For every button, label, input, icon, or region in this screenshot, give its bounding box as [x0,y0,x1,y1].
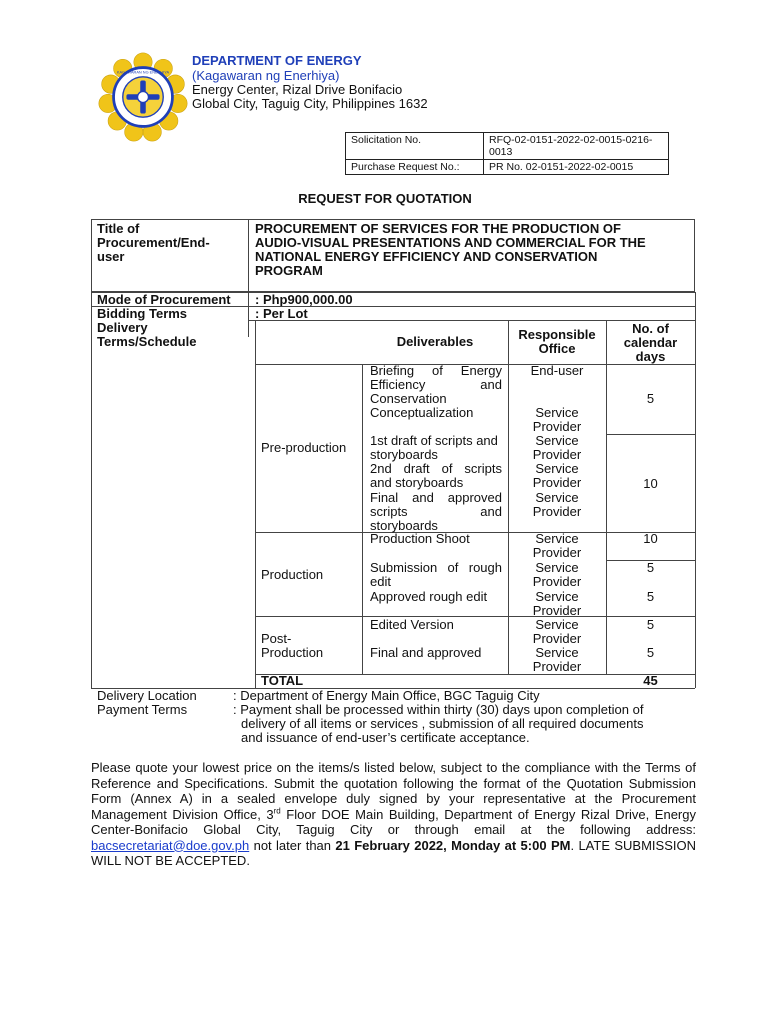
solicitation-table [345,132,669,175]
col-days-1: No. of [632,321,669,336]
purchase-request-label: Purchase Request No.: [346,160,484,175]
document-title: REQUEST FOR QUOTATION [298,191,472,206]
title-label-3: user [97,249,125,264]
deliverable-second-draft: 2nd draft of scripts and storyboards [370,461,502,490]
delivery-location-label: Delivery Location [97,688,197,703]
total-label: TOTAL [261,673,304,688]
delivery-location-value: : Department of Energy Main Office, BGC Taguig City [233,688,540,703]
deliverable-production-shoot: Production Shoot [370,531,470,546]
bidding-label: Bidding Terms [97,306,188,321]
col-deliverables: Deliverables [396,334,474,349]
payment-terms-line-1: : Payment shall be processed within thirty (30) days upon completion of [233,702,644,717]
days-value: 5 [646,589,655,604]
phase-pre-production: Pre-production [261,440,347,455]
procurement-title-4: PROGRAM [255,263,323,278]
mode-value: : Php900,000.00 [255,292,353,307]
phase-post-2: Production [261,645,324,660]
bidding-value: : Per Lot [255,306,308,321]
solicitation-value-1: RFQ-02-0151-2022-02-0015-0216- [489,134,653,146]
payment-terms-line-3: and issuance of end-user’s certificate acceptance. [241,730,530,745]
delivery-label-2: Terms/Schedule [97,334,197,349]
days-value: 5 [646,391,655,406]
col-office-2: Office [538,341,576,356]
title-label-1: Title of [97,221,140,236]
title-label-2: Procurement/End- [97,235,210,250]
office-service-provider: Service Provider [532,617,582,646]
office-service-provider: Service Provider [532,461,582,490]
days-value: 5 [646,645,655,660]
office-service-provider: Service Provider [532,560,582,589]
deliverable-first-draft: 1st draft of scripts and storyboards [370,433,498,462]
col-office-1: Responsible [518,327,596,342]
payment-terms-label: Payment Terms [97,702,188,717]
deliverable-final-approved: Final and approved [370,645,482,660]
doe-logo [97,51,189,143]
days-value: 5 [646,617,655,632]
deliverable-conceptualization: Conceptualization [370,405,474,420]
procurement-title-1: PROCUREMENT OF SERVICES FOR THE PRODUCTION OF [255,221,621,236]
deliverable-briefing: Briefing of Energy Efficiency and Conservation [370,363,502,406]
deliverable-final-scripts: Final and approved scripts and storyboards [370,490,502,533]
days-value: 5 [646,560,655,575]
office-service-provider: Service Provider [532,490,582,519]
phase-production: Production [261,567,324,582]
phase-post-1: Post- [261,631,292,646]
days-value: 10 [643,531,658,546]
email-link[interactable]: bacsecretariat@doe.gov.ph [91,837,250,853]
address-line-2: Global City, Taguig City, Philippines 1632 [192,96,428,111]
procurement-title-3: NATIONAL ENERGY EFFICIENCY AND CONSERVATION [255,249,598,264]
col-days-2: calendar [623,335,678,350]
office-service-provider: Service Provider [532,645,582,674]
total-value: 45 [643,673,658,688]
mode-label: Mode of Procurement [97,292,231,307]
col-days-3: days [635,349,666,364]
office-service-provider: Service Provider [532,531,582,560]
delivery-label-1: Delivery [97,320,148,335]
deadline: 21 February 2022, Monday at 5:00 PM [335,837,571,853]
department-name: DEPARTMENT OF ENERGY [192,53,362,68]
office-service-provider: Service Provider [532,433,582,462]
office-service-provider: Service Provider [532,589,582,618]
solicitation-label: Solicitation No. [346,133,484,160]
submission-instructions: Please quote your lowest price on the items/s listed below, subject to the compliance with the Terms of Reference and Specifications. Submit the quotation following the format of the Quotation Submission Form (Annex A) in a sealed envelope duly signed by your representative at the Procurement Management Division Office, 3rd Floor DOE Main Building, Department of Energy Rizal Drive, Energy Center-Bonifacio Global City, Taguig City or through email at the following address: bacsecretariat@doe.gov.ph not later than 21 February 2022, Monday at 5:00 PM. LATE SUBMISSION WILL NOT BE ACCEPTED. [91,760,696,868]
days-value: 10 [643,476,658,491]
office-service-provider: Service Provider [532,405,582,434]
solicitation-value-2: 0013 [489,146,513,158]
purchase-request-value: PR No. 02-0151-2022-02-0015 [484,160,669,175]
payment-terms-line-2: delivery of all items or services , submission of all required documents [241,716,644,731]
deliverable-edited-version: Edited Version [370,617,454,632]
deliverable-rough-edit: Submission of rough edit [370,560,502,589]
department-subtitle: (Kagawaran ng Enerhiya) [192,68,340,83]
deliverable-approved-rough-edit: Approved rough edit [370,589,488,604]
address-line-1: Energy Center, Rizal Drive Bonifacio [192,82,403,97]
procurement-title-2: AUDIO-VISUAL PRESENTATIONS AND COMMERCIAL FOR THE [255,235,646,250]
office-end-user: End-user [530,363,584,378]
logo-lettering: KAGAWARAN NG ENERHIYA [116,70,170,75]
solicitation-value [484,133,669,160]
